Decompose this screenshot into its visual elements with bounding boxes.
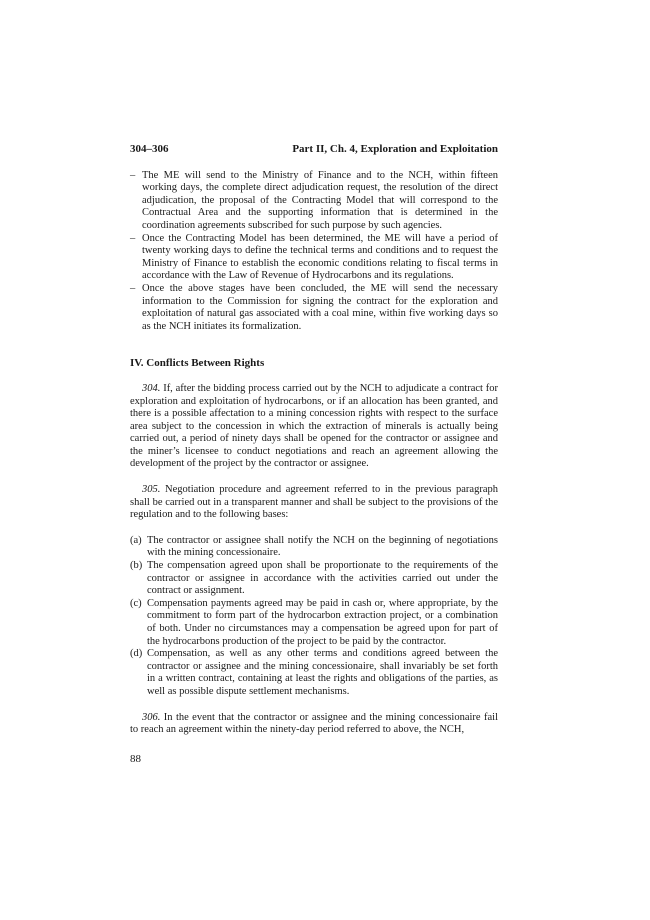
item-text: The contractor or assignee shall notify the NCH on the beginning of negotiations with the mining concessionaire.: [147, 534, 498, 559]
list-item: – Once the Contracting Model has been determined, the ME will have a period of twenty working days to define the technical terms and conditions and to request the Ministry of Finance to establish the economic conditions relating to fiscal terms in accordance with the Law of Revenue of Hydrocarbons and its regulations.: [130, 233, 498, 283]
paragraph-306: [130, 712, 498, 737]
list-item: [130, 535, 498, 560]
list-item: [130, 598, 498, 648]
paragraph-305: [130, 484, 498, 522]
item-label: (c): [130, 597, 142, 609]
item-label: (b): [130, 560, 143, 572]
section-range: 304–306: [130, 143, 169, 155]
item-label: (d): [130, 648, 143, 660]
paragraph-text: In the event that the contractor or assignee and the mining concessionaire fail to reach an agreement within the ninety-day period referred to above, the NCH,: [130, 711, 498, 736]
paragraph-text: Negotiation procedure and agreement referred to in the previous paragraph shall be carried out in a transparent manner and shall be subject to the provisions of the regulation and to the following bases:: [130, 484, 498, 521]
chapter-title: Part II, Ch. 4, Exploration and Exploitation: [292, 143, 498, 155]
section-heading: IV. Conflicts Between Rights: [130, 357, 265, 370]
paragraph-number: 306.: [142, 711, 161, 723]
item-text: Compensation payments agreed may be paid in cash or, where appropriate, by the commitment to form part of the hydrocarbon extraction project, or a combination of both. Under no circumstances may a compensation be agreed upon for part of the hydrocarbons production of the project to be paid by the contractor.: [147, 597, 498, 647]
list-item: [130, 648, 498, 698]
list-item: [130, 560, 498, 598]
bases-list: [130, 535, 498, 699]
paragraph-304: [130, 383, 498, 471]
procedure-steps-list: [130, 170, 498, 334]
running-head: [130, 143, 498, 156]
item-text: The compensation agreed upon shall be proportionate to the requirements of the contractor or assignee in accordance with the activities carried out under the contract or assignment.: [147, 560, 498, 597]
list-item: – The ME will send to the Ministry of Finance and to the NCH, within fifteen working days, the complete direct adjudication request, the resolution of the direct adjudication, the proposal of the Contracting Model that will correspond to the Contractual Area and the supporting information that is determined in the coordination agreements subscribed for such purpose by such agencies.: [130, 170, 498, 233]
paragraph-number: 304.: [142, 382, 161, 394]
page-content: [130, 143, 498, 737]
item-text: Compensation, as well as any other terms and conditions agreed between the contractor or assignee and the mining concessionaire, shall invariably be set forth in a written contract, containing at least the rights and obligations of the parties, as well as possible dispute settlement mechanisms.: [147, 648, 498, 697]
page-number: 88: [130, 753, 141, 765]
paragraph-text: If, after the bidding process carried out by the NCH to adjudicate a contract for exploration and exploitation of hydrocarbons, or if an allocation has been granted, and there is a possible affectation to a mining concession rights with respect to the surface area subject to the concession in which the extraction of minerals is actually being carried out, a period of ninety days shall be opened for the contractor or assignee and the miner’s licensee to conduct negotiations and reach an agreement allowing the development of the project by the contractor or assignee.: [130, 382, 498, 470]
item-label: (a): [130, 534, 142, 546]
list-item: – Once the above stages have been concluded, the ME will send the necessary information to the Commission for signing the contract for the exploration and exploitation of natural gas associated with a coal mine, within five working days so as the NCH initiates its formalization.: [130, 283, 498, 333]
paragraph-number: 305.: [142, 484, 161, 496]
